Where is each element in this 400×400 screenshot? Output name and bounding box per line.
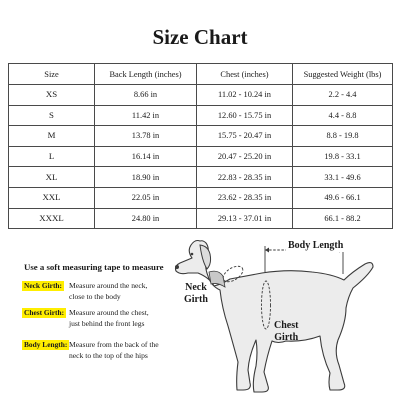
label-line: Girth (184, 294, 208, 305)
neck-girth-tag: Neck Girth: (24, 281, 62, 290)
dog-eye (191, 253, 194, 256)
chest-cell: 12.60 - 15.75 in (197, 105, 293, 126)
back-length-cell: 24.80 in (95, 208, 197, 229)
weight-cell: 49.6 - 66.1 (293, 187, 393, 208)
guide-heading: Use a soft measuring tape to measure (24, 262, 164, 272)
size-cell: XXXL (9, 208, 95, 229)
chest-girth-tag: Chest Girth: (24, 308, 65, 317)
description-line: close to the body (69, 291, 121, 301)
description-line: just behind the front legs (69, 318, 145, 328)
description-line: neck to the top of the hips (69, 350, 148, 360)
size-cell: XS (9, 85, 95, 106)
label-line: Girth (274, 332, 299, 343)
table-row (9, 187, 393, 208)
chest-cell: 11.02 - 10.24 in (197, 85, 293, 106)
table-row (9, 208, 393, 229)
dog-measurement-diagram (170, 236, 400, 400)
measuring-guide (0, 236, 400, 400)
chest-cell: 22.83 - 28.35 in (197, 167, 293, 188)
size-table (8, 63, 393, 229)
chest-girth-label (274, 320, 298, 344)
dog-nose (175, 265, 179, 269)
weight-cell: 2.2 - 4.4 (293, 85, 393, 106)
weight-cell: 8.8 - 19.8 (293, 126, 393, 147)
header-back-length: Back Length (inches) (95, 64, 197, 85)
label-line: Chest (274, 320, 299, 331)
header-chest: Chest (inches) (197, 64, 293, 85)
chest-cell: 20.47 - 25.20 in (197, 146, 293, 167)
description-line: Measure around the chest, (69, 308, 149, 317)
table-row (9, 85, 393, 106)
size-cell: S (9, 105, 95, 126)
chest-cell: 29.13 - 37.01 in (197, 208, 293, 229)
page-title: Size Chart (152, 25, 248, 49)
size-cell: XXL (9, 187, 95, 208)
size-cell: M (9, 126, 95, 147)
back-length-cell: 18.90 in (95, 167, 197, 188)
size-cell: XL (9, 167, 95, 188)
weight-cell: 19.8 - 33.1 (293, 146, 393, 167)
body-length-label: Body Length (288, 240, 344, 251)
table-row (9, 105, 393, 126)
size-cell: L (9, 146, 95, 167)
back-length-cell: 13.78 in (95, 126, 197, 147)
description-line: Measure from the back of the (69, 340, 159, 349)
back-length-cell: 11.42 in (95, 105, 197, 126)
arrowhead-left (265, 248, 269, 253)
chest-cell: 15.75 - 20.47 in (197, 126, 293, 147)
chest-cell: 23.62 - 28.35 in (197, 187, 293, 208)
body-length-tag: Body Length: (24, 340, 68, 349)
table-header-row (9, 64, 393, 85)
back-length-cell: 16.14 in (95, 146, 197, 167)
header-size: Size (9, 64, 95, 85)
header-suggested-weight: Suggested Weight (lbs) (293, 64, 393, 85)
table-row (9, 126, 393, 147)
weight-cell: 66.1 - 88.2 (293, 208, 393, 229)
weight-cell: 33.1 - 49.6 (293, 167, 393, 188)
weight-cell: 4.4 - 8.8 (293, 105, 393, 126)
back-length-cell: 22.05 in (95, 187, 197, 208)
table-row (9, 146, 393, 167)
description-line: Measure around the neck, (69, 281, 148, 290)
back-length-cell: 8.66 in (95, 85, 197, 106)
neck-girth-label (184, 282, 208, 306)
label-line: Neck (185, 282, 207, 293)
table-row (9, 167, 393, 188)
